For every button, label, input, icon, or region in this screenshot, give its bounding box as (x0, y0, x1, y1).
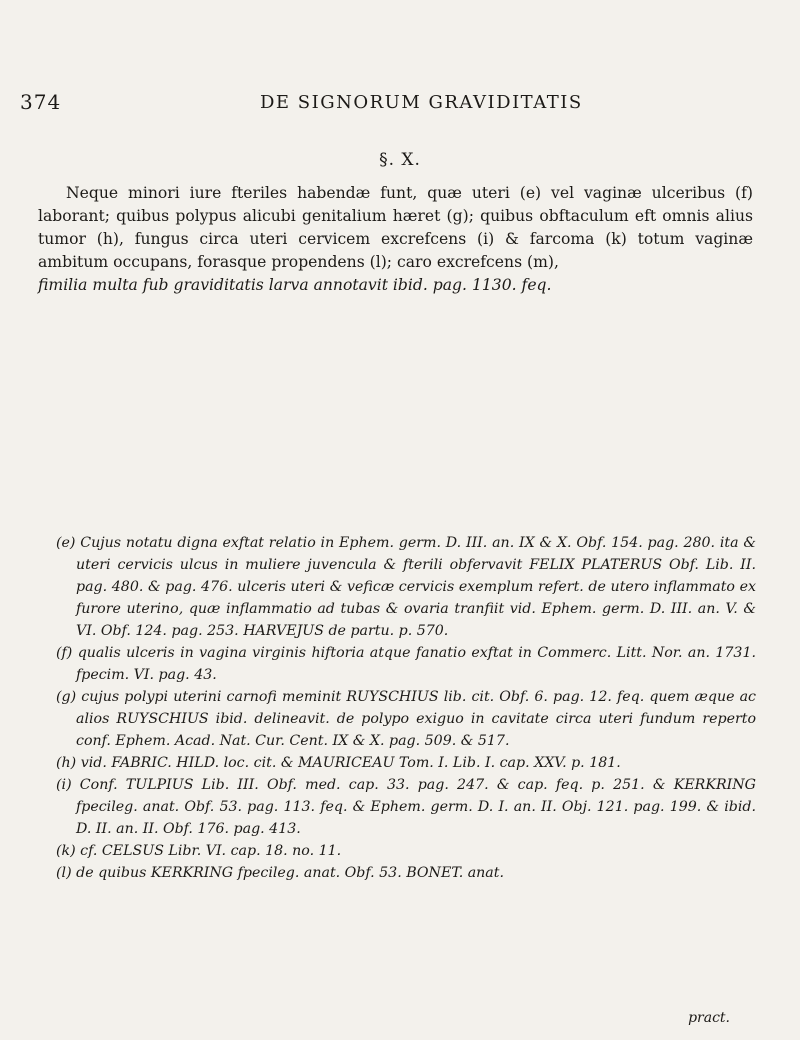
section-heading: §. X. (379, 150, 421, 170)
footnote-k: (k) cf. CELSUS Libr. VI. cap. 18. no. 11. (56, 843, 342, 859)
note-intro: fimilia multa fub graviditatis larva annotavit ibid. pag. 1130. feq. (38, 276, 552, 294)
catchword: pract. (688, 1010, 730, 1026)
page-number: 374 (20, 90, 62, 114)
main-paragraph: Neque minori iure fteriles habendæ funt, quæ uteri (e) vel vaginæ ulceribus (f) laborant; quibus polypus alicubi genitalium hæret (g); quibus obftaculum eft omnis alius tumor (h), fungus circa uteri cervicem excrefcens (i) & farcoma (k) totum vaginæ ambitum occupans, forasque propendens (l); caro excrefcens (m), (38, 184, 753, 271)
footnotes (56, 532, 756, 884)
page-header (20, 90, 780, 130)
running-head: DE SIGNORUM GRAVIDITATIS (260, 92, 583, 113)
footnote-g: (g) cujus polypi uterini carnofi meminit RUYSCHIUS lib. cit. Obf. 6. pag. 12. feq. quem æque ac alios RUYSCHIUS ibid. delineavit. de polypo exiguo in cavitate circa uteri fundum reperto conf. Ephem. Acad. Nat. Cur. Cent. IX & X. pag. 509. & 517. (56, 689, 756, 749)
main-text (38, 182, 753, 297)
footnote-l: (l) de quibus KERKRING fpecileg. anat. Obf. 53. BONET. anat. (56, 865, 504, 881)
footnote-f: (f) qualis ulceris in vagina virginis hiftoria atque fanatio exftat in Commerc. Litt. Nor. an. 1731. fpecim. VI. pag. 43. (56, 645, 756, 683)
footnote-i: (i) Conf. TULPIUS Lib. III. Obf. med. cap. 33. pag. 247. & cap. feq. p. 251. & KERKRING fpecileg. anat. Obf. 53. pag. 113. feq. & Ephem. germ. D. I. an. II. Obj. 121. pag. 199. & ibid. D. II. an. II. Obf. 176. pag. 413. (56, 777, 756, 837)
footnote-e: (e) Cujus notatu digna exftat relatio in Ephem. germ. D. III. an. IX & X. Obf. 154. pag. 280. ita & uteri cervicis ulcus in muliere juvencula & fterili obfervavit FELIX PLATERUS Obf. Lib. II. pag. 480. & pag. 476. ulceris uteri & veficæ cervicis exemplum refert. de utero inflammato ex furore uterino, quæ inflammatio ad tubas & ovaria tranfiit vid. Ephem. germ. D. III. an. V. & VI. Obf. 124. pag. 253. HARVEJUS de partu. p. 570. (56, 535, 756, 639)
footnote-h: (h) vid. FABRIC. HILD. loc. cit. & MAURICEAU Tom. I. Lib. I. cap. XXV. p. 181. (56, 755, 621, 771)
